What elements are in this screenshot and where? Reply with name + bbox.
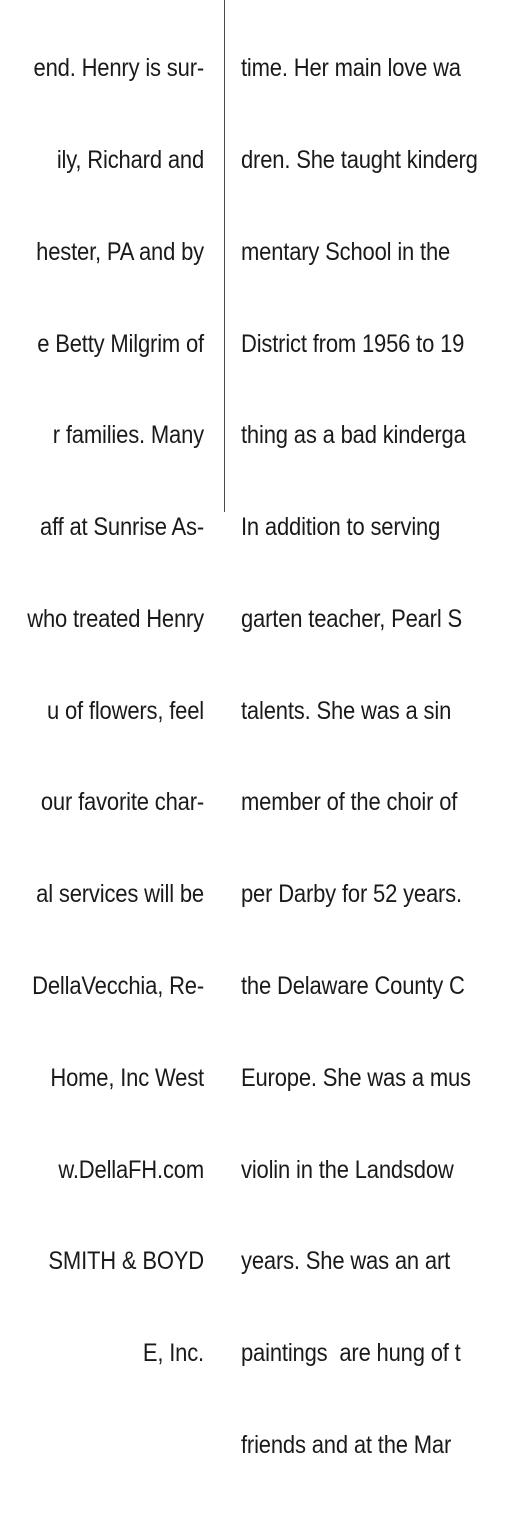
text-line: end. Henry is sur- bbox=[33, 54, 204, 83]
column-divider bbox=[224, 0, 225, 512]
text-line: w.DellaFH.com bbox=[58, 1155, 204, 1184]
text-line: friends and at the Mar bbox=[241, 1430, 452, 1459]
text-line: per Darby for 52 years. bbox=[241, 880, 462, 909]
text-line: dren. She taught kinderg bbox=[241, 145, 478, 174]
text-line: e Betty Milgrim of bbox=[37, 329, 205, 358]
text-line: Home, Inc West bbox=[44, 1063, 204, 1092]
text-line: the Delaware County C bbox=[241, 972, 465, 1000]
obituary-column-left bbox=[0, 0, 204, 1430]
text-line: r families. Many bbox=[52, 421, 204, 450]
text-line: years. She was an art bbox=[241, 1247, 451, 1276]
text-line: u of flowers, feel bbox=[46, 696, 205, 725]
text-line: who treated Henry bbox=[27, 604, 204, 633]
text-line: In addition to serving bbox=[241, 513, 441, 542]
text-line: member of the choir of bbox=[241, 788, 458, 817]
text-line: our favorite char- bbox=[40, 788, 204, 817]
text-line: DellaVecchia, Re- bbox=[32, 972, 204, 1000]
text-line: hester, PA and by bbox=[36, 237, 204, 266]
text-line: SMITH & BOYD bbox=[48, 1247, 204, 1276]
text-line: Europe. She was a mus bbox=[241, 1063, 471, 1092]
text-line: District from 1956 to 19 bbox=[241, 329, 465, 358]
text-line: time. Her main love wa bbox=[241, 54, 461, 83]
text-line: ily, Richard and bbox=[56, 145, 205, 174]
text-line: al services will be bbox=[36, 880, 204, 909]
text-line: thing as a bad kinderga bbox=[241, 421, 466, 450]
text-line: mentary School in the bbox=[241, 237, 451, 266]
text-line: paintings are hung of t bbox=[241, 1339, 461, 1368]
obituary-column-right bbox=[241, 0, 512, 1522]
text-line: garten teacher, Pearl S bbox=[241, 604, 462, 633]
text-line: E, Inc. bbox=[142, 1339, 204, 1368]
text-line: violin in the Landsdow bbox=[241, 1155, 454, 1184]
text-line: talents. She was a sin bbox=[241, 696, 452, 725]
text-line: aff at Sunrise As- bbox=[40, 513, 204, 542]
